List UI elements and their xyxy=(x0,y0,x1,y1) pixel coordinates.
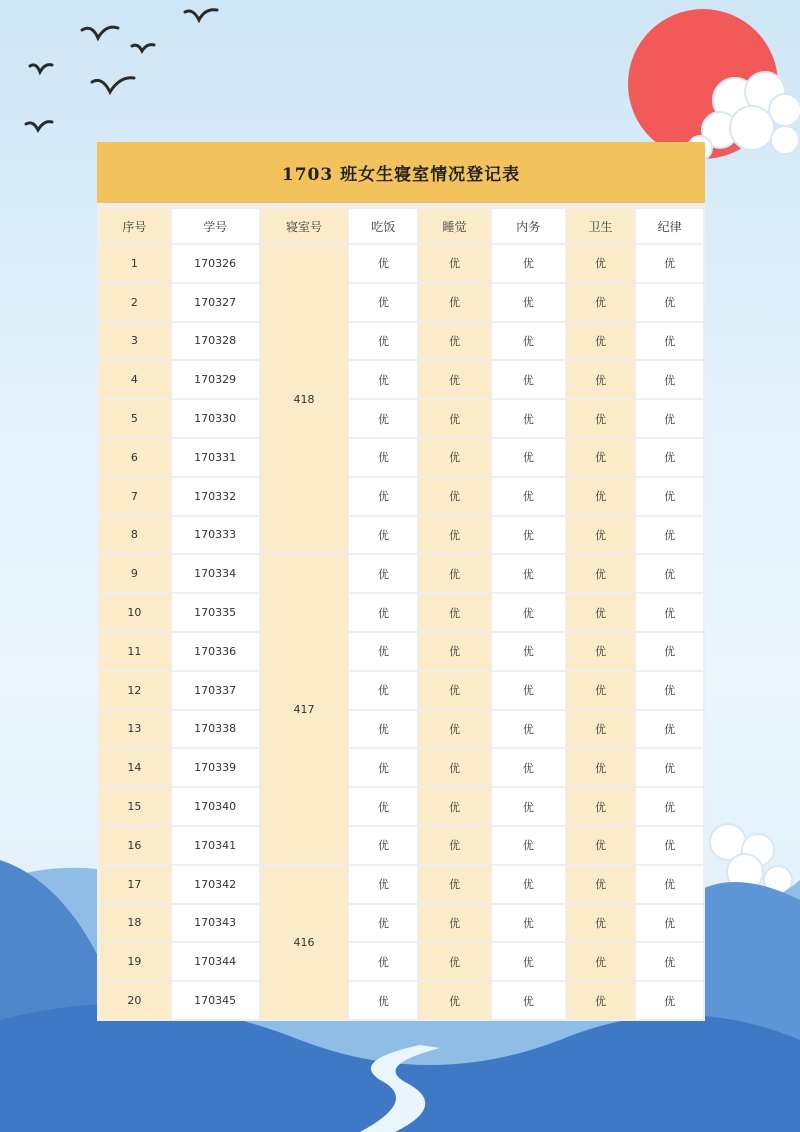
housekeeping-grade: 优 xyxy=(492,943,565,980)
table-row xyxy=(99,400,703,437)
eat-grade: 优 xyxy=(349,400,417,437)
room-number: 417 xyxy=(261,555,348,863)
discipline-grade: 优 xyxy=(636,400,703,437)
sleep-grade: 优 xyxy=(419,866,490,903)
housekeeping-grade: 优 xyxy=(492,555,565,592)
discipline-grade: 优 xyxy=(636,943,703,980)
header-cell: 卫生 xyxy=(567,209,635,243)
eat-grade: 优 xyxy=(349,284,417,321)
hygiene-grade: 优 xyxy=(567,478,635,515)
table-row xyxy=(99,284,703,321)
sleep-grade: 优 xyxy=(419,905,490,942)
student-id: 170335 xyxy=(172,594,259,631)
hygiene-grade: 优 xyxy=(567,555,635,592)
student-id: 170336 xyxy=(172,633,259,670)
table-row xyxy=(99,323,703,360)
discipline-grade: 优 xyxy=(636,905,703,942)
row-number: 2 xyxy=(99,284,170,321)
dorm-table xyxy=(97,207,705,1021)
row-number: 4 xyxy=(99,361,170,398)
header-cell: 学号 xyxy=(172,209,259,243)
header-cell: 睡觉 xyxy=(419,209,490,243)
discipline-grade: 优 xyxy=(636,284,703,321)
eat-grade: 优 xyxy=(349,672,417,709)
housekeeping-grade: 优 xyxy=(492,788,565,825)
birds-icon xyxy=(26,10,217,130)
eat-grade: 优 xyxy=(349,866,417,903)
table-row xyxy=(99,594,703,631)
hygiene-grade: 优 xyxy=(567,361,635,398)
sleep-grade: 优 xyxy=(419,672,490,709)
housekeeping-grade: 优 xyxy=(492,711,565,748)
row-number: 16 xyxy=(99,827,170,864)
header-cell: 寝室号 xyxy=(261,209,348,243)
discipline-grade: 优 xyxy=(636,245,703,282)
sleep-grade: 优 xyxy=(419,361,490,398)
hygiene-grade: 优 xyxy=(567,982,635,1019)
sleep-grade: 优 xyxy=(419,323,490,360)
table-row xyxy=(99,982,703,1019)
housekeeping-grade: 优 xyxy=(492,827,565,864)
discipline-grade: 优 xyxy=(636,439,703,476)
eat-grade: 优 xyxy=(349,749,417,786)
table-row xyxy=(99,827,703,864)
room-number: 418 xyxy=(261,245,348,553)
housekeeping-grade: 优 xyxy=(492,245,565,282)
housekeeping-grade: 优 xyxy=(492,439,565,476)
hygiene-grade: 优 xyxy=(567,284,635,321)
room-number: 416 xyxy=(261,866,348,1019)
student-id: 170339 xyxy=(172,749,259,786)
housekeeping-grade: 优 xyxy=(492,323,565,360)
hygiene-grade: 优 xyxy=(567,400,635,437)
sleep-grade: 优 xyxy=(419,943,490,980)
table-row xyxy=(99,361,703,398)
hygiene-grade: 优 xyxy=(567,245,635,282)
student-id: 170329 xyxy=(172,361,259,398)
student-id: 170341 xyxy=(172,827,259,864)
discipline-grade: 优 xyxy=(636,866,703,903)
eat-grade: 优 xyxy=(349,982,417,1019)
housekeeping-grade: 优 xyxy=(492,594,565,631)
eat-grade: 优 xyxy=(349,517,417,554)
hygiene-grade: 优 xyxy=(567,749,635,786)
table-row xyxy=(99,905,703,942)
discipline-grade: 优 xyxy=(636,827,703,864)
housekeeping-grade: 优 xyxy=(492,982,565,1019)
row-number: 12 xyxy=(99,672,170,709)
housekeeping-grade: 优 xyxy=(492,672,565,709)
table-row xyxy=(99,517,703,554)
sleep-grade: 优 xyxy=(419,245,490,282)
housekeeping-grade: 优 xyxy=(492,478,565,515)
housekeeping-grade: 优 xyxy=(492,866,565,903)
student-id: 170331 xyxy=(172,439,259,476)
sleep-grade: 优 xyxy=(419,284,490,321)
hygiene-grade: 优 xyxy=(567,672,635,709)
discipline-grade: 优 xyxy=(636,633,703,670)
student-id: 170333 xyxy=(172,517,259,554)
table-row xyxy=(99,555,703,592)
hygiene-grade: 优 xyxy=(567,323,635,360)
student-id: 170327 xyxy=(172,284,259,321)
discipline-grade: 优 xyxy=(636,788,703,825)
student-id: 170334 xyxy=(172,555,259,592)
row-number: 8 xyxy=(99,517,170,554)
eat-grade: 优 xyxy=(349,245,417,282)
hygiene-grade: 优 xyxy=(567,439,635,476)
student-id: 170345 xyxy=(172,982,259,1019)
sleep-grade: 优 xyxy=(419,788,490,825)
header-cell: 吃饭 xyxy=(349,209,417,243)
hygiene-grade: 优 xyxy=(567,633,635,670)
row-number: 18 xyxy=(99,905,170,942)
student-id: 170343 xyxy=(172,905,259,942)
student-id: 170326 xyxy=(172,245,259,282)
eat-grade: 优 xyxy=(349,788,417,825)
row-number: 5 xyxy=(99,400,170,437)
housekeeping-grade: 优 xyxy=(492,284,565,321)
table-row xyxy=(99,478,703,515)
eat-grade: 优 xyxy=(349,827,417,864)
table-row xyxy=(99,672,703,709)
row-number: 13 xyxy=(99,711,170,748)
student-id: 170330 xyxy=(172,400,259,437)
sleep-grade: 优 xyxy=(419,555,490,592)
hygiene-grade: 优 xyxy=(567,827,635,864)
row-number: 10 xyxy=(99,594,170,631)
table-row xyxy=(99,245,703,282)
student-id: 170337 xyxy=(172,672,259,709)
hygiene-grade: 优 xyxy=(567,905,635,942)
table-row xyxy=(99,711,703,748)
eat-grade: 优 xyxy=(349,594,417,631)
student-id: 170338 xyxy=(172,711,259,748)
student-id: 170344 xyxy=(172,943,259,980)
discipline-grade: 优 xyxy=(636,982,703,1019)
discipline-grade: 优 xyxy=(636,361,703,398)
eat-grade: 优 xyxy=(349,555,417,592)
row-number: 3 xyxy=(99,323,170,360)
sleep-grade: 优 xyxy=(419,517,490,554)
discipline-grade: 优 xyxy=(636,711,703,748)
table-row xyxy=(99,439,703,476)
hygiene-grade: 优 xyxy=(567,594,635,631)
sleep-grade: 优 xyxy=(419,400,490,437)
row-number: 17 xyxy=(99,866,170,903)
eat-grade: 优 xyxy=(349,361,417,398)
housekeeping-grade: 优 xyxy=(492,517,565,554)
discipline-grade: 优 xyxy=(636,749,703,786)
discipline-grade: 优 xyxy=(636,594,703,631)
table-row xyxy=(99,788,703,825)
table-row xyxy=(99,866,703,903)
registration-sheet xyxy=(97,142,705,1021)
header-cell: 内务 xyxy=(492,209,565,243)
header-cell: 序号 xyxy=(99,209,170,243)
row-number: 15 xyxy=(99,788,170,825)
discipline-grade: 优 xyxy=(636,478,703,515)
title-band xyxy=(97,142,705,203)
housekeeping-grade: 优 xyxy=(492,905,565,942)
eat-grade: 优 xyxy=(349,905,417,942)
row-number: 9 xyxy=(99,555,170,592)
hygiene-grade: 优 xyxy=(567,943,635,980)
eat-grade: 优 xyxy=(349,439,417,476)
sleep-grade: 优 xyxy=(419,749,490,786)
housekeeping-grade: 优 xyxy=(492,749,565,786)
hygiene-grade: 优 xyxy=(567,517,635,554)
table-row xyxy=(99,633,703,670)
student-id: 170340 xyxy=(172,788,259,825)
sleep-grade: 优 xyxy=(419,827,490,864)
discipline-grade: 优 xyxy=(636,517,703,554)
row-number: 20 xyxy=(99,982,170,1019)
sleep-grade: 优 xyxy=(419,982,490,1019)
page-title: 1703 班女生寝室情况登记表 xyxy=(281,165,521,185)
student-id: 170328 xyxy=(172,323,259,360)
housekeeping-grade: 优 xyxy=(492,400,565,437)
eat-grade: 优 xyxy=(349,323,417,360)
sleep-grade: 优 xyxy=(419,594,490,631)
hygiene-grade: 优 xyxy=(567,866,635,903)
student-id: 170332 xyxy=(172,478,259,515)
table-header-row xyxy=(99,209,703,243)
eat-grade: 优 xyxy=(349,711,417,748)
eat-grade: 优 xyxy=(349,633,417,670)
hygiene-grade: 优 xyxy=(567,788,635,825)
table-row xyxy=(99,749,703,786)
discipline-grade: 优 xyxy=(636,323,703,360)
sleep-grade: 优 xyxy=(419,439,490,476)
housekeeping-grade: 优 xyxy=(492,361,565,398)
sleep-grade: 优 xyxy=(419,711,490,748)
housekeeping-grade: 优 xyxy=(492,633,565,670)
hygiene-grade: 优 xyxy=(567,711,635,748)
row-number: 7 xyxy=(99,478,170,515)
row-number: 14 xyxy=(99,749,170,786)
student-id: 170342 xyxy=(172,866,259,903)
table-row xyxy=(99,943,703,980)
row-number: 19 xyxy=(99,943,170,980)
discipline-grade: 优 xyxy=(636,555,703,592)
discipline-grade: 优 xyxy=(636,672,703,709)
eat-grade: 优 xyxy=(349,478,417,515)
sleep-grade: 优 xyxy=(419,478,490,515)
sleep-grade: 优 xyxy=(419,633,490,670)
row-number: 11 xyxy=(99,633,170,670)
header-cell: 纪律 xyxy=(636,209,703,243)
row-number: 6 xyxy=(99,439,170,476)
eat-grade: 优 xyxy=(349,943,417,980)
row-number: 1 xyxy=(99,245,170,282)
